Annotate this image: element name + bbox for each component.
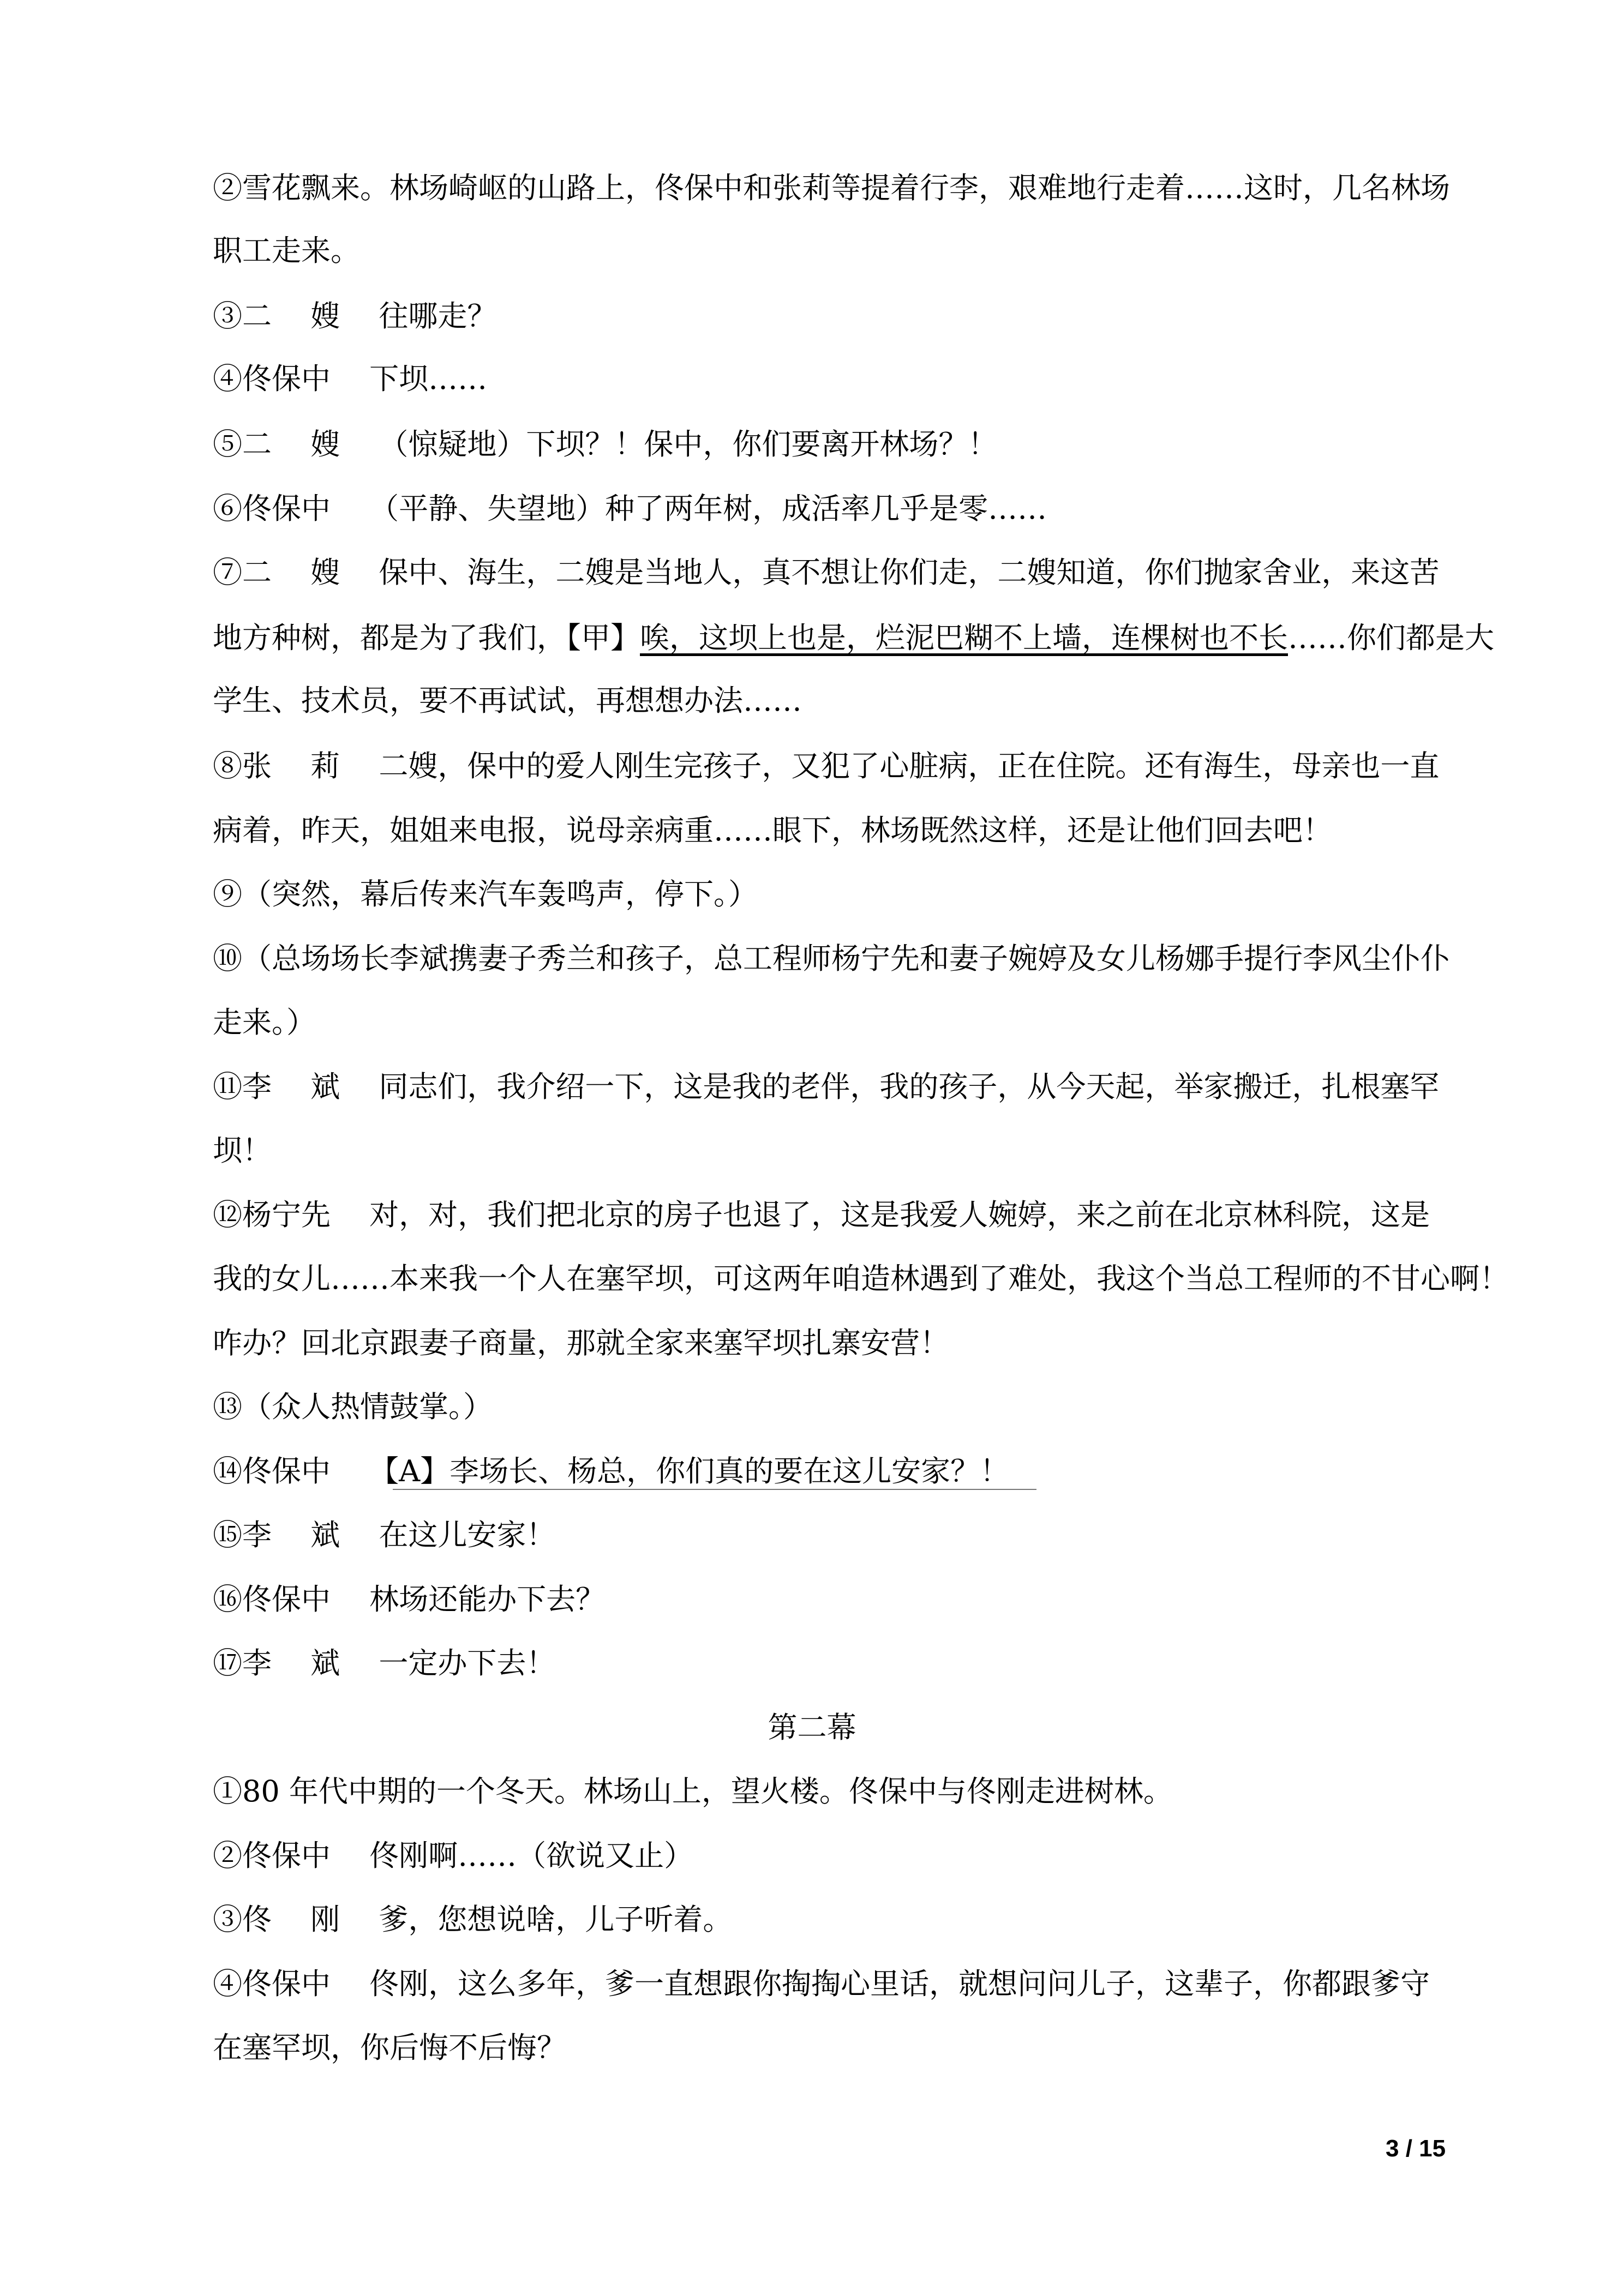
underline-rule bbox=[393, 1489, 1036, 1490]
dialogue-line: ④佟保中 佟刚，这么多年，爹一直想跟你掏掏心里话，就想问问儿子，这辈子，你都跟爹守 bbox=[213, 1967, 1430, 2001]
paragraph-line: 咋办？回北京跟妻子商量，那就全家来塞罕坝扎寨安营！ bbox=[213, 1326, 949, 1360]
dialogue-line: ④佟保中 下坝…… bbox=[213, 362, 488, 396]
paragraph-line: ②雪花飘来。林场崎岖的山路上，佟保中和张莉等提着行李，艰难地行走着……这时，几名林场 bbox=[213, 171, 1450, 205]
paragraph-line: 我的女儿……本来我一个人在塞罕坝，可这两年咱造林遇到了难处，我这个当总工程师的不甘心啊！ bbox=[213, 1261, 1509, 1296]
dialogue-line: ⑦二 嫂 保中、海生，二嫂是当地人，真不想让你们走，二嫂知道，你们抛家舍业，来这苦 bbox=[213, 555, 1440, 590]
paragraph-line: 走来。） bbox=[213, 1005, 316, 1039]
act-title: 第二幕 bbox=[768, 1710, 856, 1745]
dialogue-line: ⑮李 斌 在这儿安家！ bbox=[213, 1518, 556, 1552]
dialogue-line: ③二 嫂 往哪走？ bbox=[213, 299, 497, 333]
text-span: ……你们都是大 bbox=[1288, 621, 1494, 655]
stage-direction: ①80 年代中期的一个冬天。林场山上，望火楼。佟保中与佟刚走进树林。 bbox=[213, 1774, 1173, 1808]
dialogue-line bbox=[213, 1452, 1009, 1490]
paragraph-line: 学生、技术员，要不再试试，再想想办法…… bbox=[213, 683, 802, 718]
stage-direction: ⑨（突然，幕后传来汽车轰鸣声，停下。） bbox=[213, 877, 758, 911]
paragraph-line: 在塞罕坝，你后悔不后悔？ bbox=[213, 2030, 566, 2065]
paragraph-line: 坝！ bbox=[213, 1133, 272, 1168]
dialogue-line: ⑯佟保中 林场还能办下去？ bbox=[213, 1582, 606, 1616]
dialogue-line: ⑰李 斌 一定办下去！ bbox=[213, 1646, 556, 1680]
underlined-sentence-a: 【A】李场长、杨总，你们真的要在这儿安家？！ bbox=[369, 1454, 1010, 1488]
stage-direction: ⑬（众人热情鼓掌。） bbox=[213, 1390, 493, 1424]
dialogue-line: ⑪李 斌 同志们，我介绍一下，这是我的老伴，我的孩子，从今天起，举家搬迁，扎根塞罕 bbox=[213, 1069, 1440, 1104]
dialogue-line: ③佟 刚 爹，您想说啥，儿子听着。 bbox=[213, 1902, 733, 1937]
dialogue-line: ⑥佟保中 （平静、失望地）种了两年树，成活率几乎是零…… bbox=[213, 491, 1047, 526]
text-span: 地方种树，都是为了我们，【甲】 bbox=[213, 621, 640, 655]
dialogue-line: ⑫杨宁先 对，对，我们把北京的房子也退了，这是我爱人婉婷，来之前在北京林科院，这是 bbox=[213, 1198, 1430, 1232]
dialogue-line: ⑤二 嫂 （惊疑地）下坝？！保中，你们要离开林场？！ bbox=[213, 427, 998, 461]
text-span: ⑭佟保中 bbox=[213, 1454, 370, 1488]
dialogue-line bbox=[213, 619, 1494, 657]
dialogue-line: ②佟保中 佟刚啊……（欲说又止） bbox=[213, 1838, 694, 1873]
paragraph-line: 职工走来。 bbox=[213, 233, 360, 268]
stage-direction: ⑩（总场场长李斌携妻子秀兰和孩子，总工程师杨宁先和妻子婉婷及女儿杨娜手提行李风尘仆仆 bbox=[213, 941, 1450, 976]
dialogue-line: ⑧张 莉 二嫂，保中的爱人刚生完孩子，又犯了心脏病，正在住院。还有海生，母亲也一直 bbox=[213, 749, 1440, 783]
paragraph-line: 病着，昨天，姐姐来电报，说母亲病重……眼下，林场既然这样，还是让他们回去吧！ bbox=[213, 813, 1332, 848]
underlined-sentence-jia: 唉，这坝上也是，烂泥巴糊不上墙，连棵树也不长 bbox=[640, 621, 1288, 655]
page-number: 3 / 15 bbox=[1386, 2135, 1446, 2162]
